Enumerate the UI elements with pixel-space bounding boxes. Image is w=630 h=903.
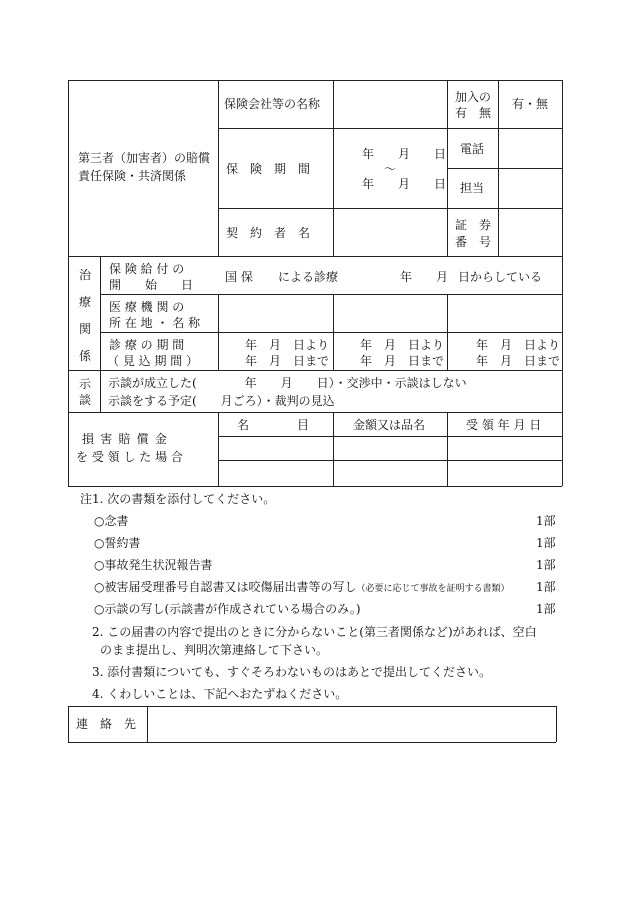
note-4: 4. くわしいことは、下記へおたずねください。: [92, 687, 348, 701]
company-name-field[interactable]: [334, 81, 446, 127]
damages-date-row-1[interactable]: [448, 437, 561, 459]
phone-label: 電話: [460, 142, 485, 156]
attachment-qty: 1部: [536, 602, 556, 616]
treatment-period-label-2: （ 見 込 期 間 ）: [107, 354, 199, 368]
divider: [68, 370, 562, 371]
settlement-plan-line[interactable]: 示談をする予定( 月ごろ）・裁判の見込: [108, 394, 335, 408]
contractor-name-label: 契 約 者 名: [226, 226, 311, 240]
settlement-side-char: 談: [79, 393, 92, 407]
attachment-item: ○念書: [94, 514, 129, 528]
insurance-section-label-2: 責任保険・共済関係: [78, 169, 187, 183]
divider: [68, 706, 69, 742]
attachment-qty: 1部: [536, 536, 556, 550]
divider: [68, 256, 562, 257]
attachment-qty: 1部: [536, 514, 556, 528]
benefit-start-label-2: 開 始 日: [109, 278, 194, 292]
treatment-period-to-1[interactable]: 年 月 日まで: [245, 354, 330, 368]
damages-label-2: を 受 領 し た 場 合: [76, 450, 183, 464]
facility-label-2: 所 在 地 ・ 名 称: [109, 316, 201, 330]
benefit-type[interactable]: 国 保: [225, 270, 253, 284]
note-2-cont: のまま提出し、判明次第連絡して下さい。: [100, 643, 329, 657]
settlement-status-line[interactable]: 示談が成立した( 年 月 日）・交渉中・示談はしない: [108, 376, 467, 390]
treatment-period-from-2[interactable]: 年 月 日より: [360, 338, 445, 352]
settlement-side-char: 示: [79, 377, 92, 391]
contractor-name-field[interactable]: [334, 209, 446, 255]
divider: [100, 256, 101, 370]
damages-date-row-2[interactable]: [448, 461, 561, 485]
facility-field-1[interactable]: [219, 295, 332, 331]
table-left-border: [68, 80, 69, 486]
note-2: 2. この届書の内容で提出のときに分からないこと(第三者関係など)があれば、空白: [92, 625, 537, 639]
treatment-period-from-1[interactable]: 年 月 日より: [245, 338, 330, 352]
benefit-start-label: 保 険 給 付 の: [109, 262, 185, 276]
divider: [68, 412, 562, 413]
benefit-text-suffix: 日からしている: [458, 270, 543, 284]
attachment-item: ○誓約書: [94, 536, 141, 550]
treatment-side-char: 治: [79, 268, 92, 282]
divider: [68, 742, 556, 743]
treatment-period-to-2[interactable]: 年 月 日まで: [360, 354, 445, 368]
treatment-side-char: 療: [79, 295, 92, 309]
damages-col-name: 名 目: [237, 418, 310, 432]
insurance-period-to[interactable]: 年 月 日: [362, 177, 447, 191]
enrollment-label: 加入の: [455, 90, 492, 104]
attachment-item-text: ○被害届受理番号自認書又は咬傷届出書等の写し: [94, 580, 357, 594]
note-3: 3. 添付書類についても、すぐそろわないものはあとで提出してください。: [92, 665, 492, 679]
phone-field[interactable]: [499, 129, 561, 167]
insurance-period-from[interactable]: 年 月 日: [362, 147, 447, 161]
attachment-item: ○示談の写し(示談書が作成されている場合のみ。): [94, 602, 361, 616]
tilde-mark: ～: [384, 162, 397, 176]
damages-col-date: 受 領 年 月 日: [466, 418, 542, 432]
contact-field[interactable]: [148, 707, 555, 741]
person-in-charge-label: 担当: [460, 181, 485, 195]
damages-label: 損 害 賠 償 金: [82, 432, 169, 446]
person-in-charge-field[interactable]: [499, 169, 561, 207]
damages-amount-row-2[interactable]: [334, 461, 446, 485]
company-name-label: 保険会社等の名称: [224, 97, 321, 111]
attachment-item: ○事故発生状況報告書: [94, 558, 213, 572]
treatment-side-char: 係: [79, 349, 92, 363]
damages-name-row-1[interactable]: [219, 437, 332, 459]
treatment-period-to-3[interactable]: 年 月 日まで: [476, 354, 561, 368]
table-right-border: [562, 80, 563, 486]
attachment-qty: 1部: [536, 580, 556, 594]
enrollment-label-2: 有 無: [455, 106, 492, 120]
table-top-border: [68, 80, 562, 81]
table-bottom-border: [68, 486, 562, 487]
damages-col-amount: 金額又は品名: [353, 418, 426, 432]
insurance-section-label: 第三者（加害者）の賠償: [78, 151, 211, 165]
attachment-item-note: （必要に応じて事故を証明する書類）: [356, 584, 510, 594]
contact-label: 連 絡 先: [76, 717, 137, 731]
damages-amount-row-1[interactable]: [334, 437, 446, 459]
notes-heading: 注1. 次の書類を添付してください。: [80, 492, 276, 506]
certificate-number-label-2: 番 号: [455, 235, 492, 249]
facility-field-2[interactable]: [334, 295, 446, 331]
divider: [100, 332, 562, 333]
attachment-item: [94, 580, 510, 596]
certificate-number-label: 証 券: [455, 218, 492, 232]
benefit-text: による診療: [278, 270, 339, 284]
facility-field-3[interactable]: [448, 295, 561, 331]
certificate-number-field[interactable]: [499, 209, 561, 255]
divider: [556, 706, 557, 742]
treatment-period-label: 診 療 の 期 間: [109, 338, 185, 352]
treatment-side-char: 関: [79, 322, 92, 336]
facility-label: 医 療 機 関 の: [109, 300, 185, 314]
divider: [100, 370, 101, 412]
insurance-period-label: 保 険 期 間: [226, 162, 311, 176]
treatment-period-from-3[interactable]: 年 月 日より: [476, 338, 561, 352]
enrollment-value[interactable]: 有・無: [512, 97, 549, 111]
divider: [218, 80, 219, 256]
attachment-qty: 1部: [536, 558, 556, 572]
benefit-start-date[interactable]: 年 月: [400, 270, 449, 284]
damages-name-row-2[interactable]: [219, 461, 332, 485]
